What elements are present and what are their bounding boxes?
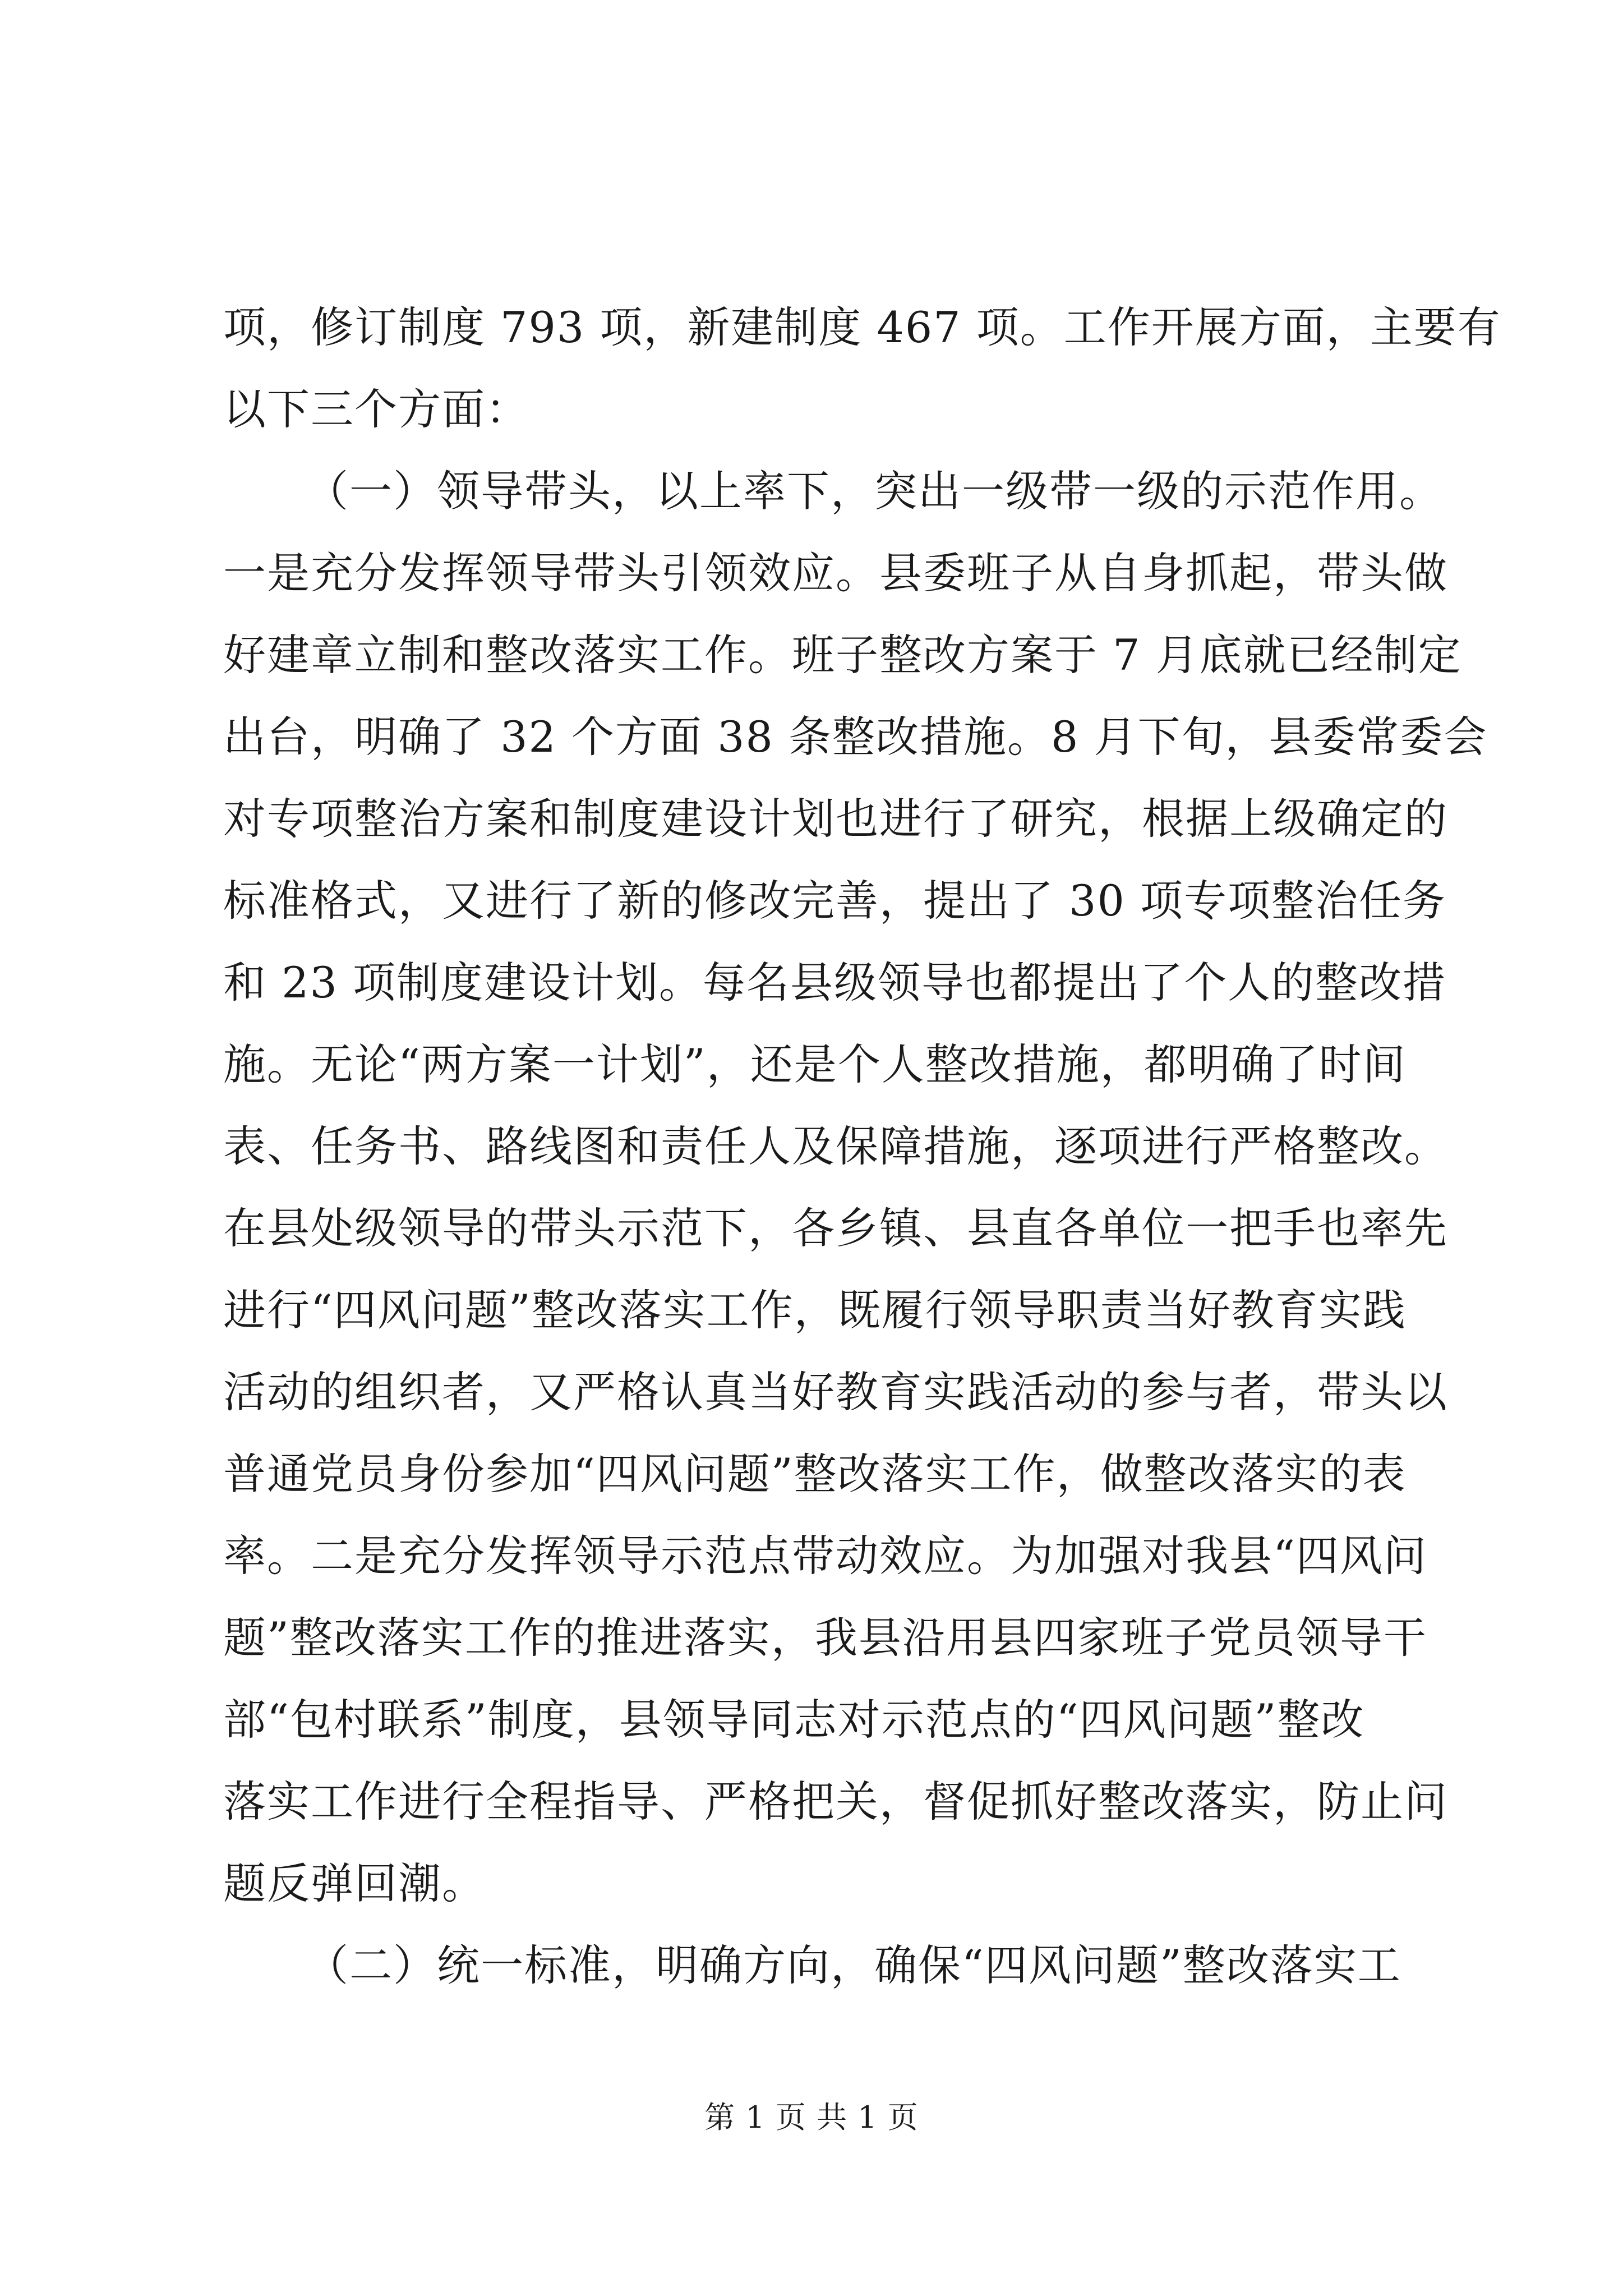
page-footer: 第 1 页 共 1 页 <box>704 2100 919 2135</box>
text-line: 落实工作进行全程指导、严格把关，督促抓好整改落实，防止问 <box>223 1777 1448 1826</box>
section-heading-line: （一）领导带头，以上率下，突出一级带一级的示范作用。 <box>306 466 1443 516</box>
text-line: 率。二是充分发挥领导示范点带动效应。为加强对我县“四风问 <box>223 1531 1427 1581</box>
text-line: 题反弹回潮。 <box>223 1858 486 1908</box>
text-line: 出台，明确了 32 个方面 38 条整改措施。8 月下旬，县委常委会 <box>223 712 1488 762</box>
text-line: 以下三个方面： <box>223 384 529 434</box>
text-line: 表、任务书、路线图和责任人及保障措施，逐项进行严格整改。 <box>223 1121 1448 1171</box>
text-line: 部“包村联系”制度，县领导同志对示范点的“四风问题”整改 <box>223 1695 1365 1745</box>
text-line: 进行“四风问题”整改落实工作，既履行领导职责当好教育实践 <box>223 1285 1407 1335</box>
text-line: 项，修订制度 793 项，新建制度 467 项。工作开展方面，主要有 <box>223 302 1501 352</box>
section-heading-line: （二）统一标准，明确方向，确保“四风问题”整改落实工 <box>306 1940 1401 1990</box>
text-line: 施。无论“两方案一计划”，还是个人整改措施，都明确了时间 <box>223 1039 1407 1089</box>
text-line: 标准格式，又进行了新的修改完善，提出了 30 项专项整治任务 <box>223 876 1447 926</box>
text-line: 好建章立制和整改落实工作。班子整改方案于 7 月底就已经制定 <box>223 630 1462 680</box>
text-line: 普通党员身份参加“四风问题”整改落实工作，做整改落实的表 <box>223 1449 1407 1499</box>
text-line: 题”整改落实工作的推进落实，我县沿用县四家班子党员领导干 <box>223 1613 1427 1663</box>
text-line: 一是充分发挥领导带头引领效应。县委班子从自身抓起，带头做 <box>223 548 1448 598</box>
text-line: 对专项整治方案和制度建设计划也进行了研究，根据上级确定的 <box>223 794 1448 844</box>
text-line: 活动的组织者，又严格认真当好教育实践活动的参与者，带头以 <box>223 1367 1448 1417</box>
text-line: 和 23 项制度建设计划。每名县级领导也都提出了个人的整改措 <box>223 958 1447 1007</box>
text-line: 在县处级领导的带头示范下，各乡镇、县直各单位一把手也率先 <box>223 1203 1448 1253</box>
